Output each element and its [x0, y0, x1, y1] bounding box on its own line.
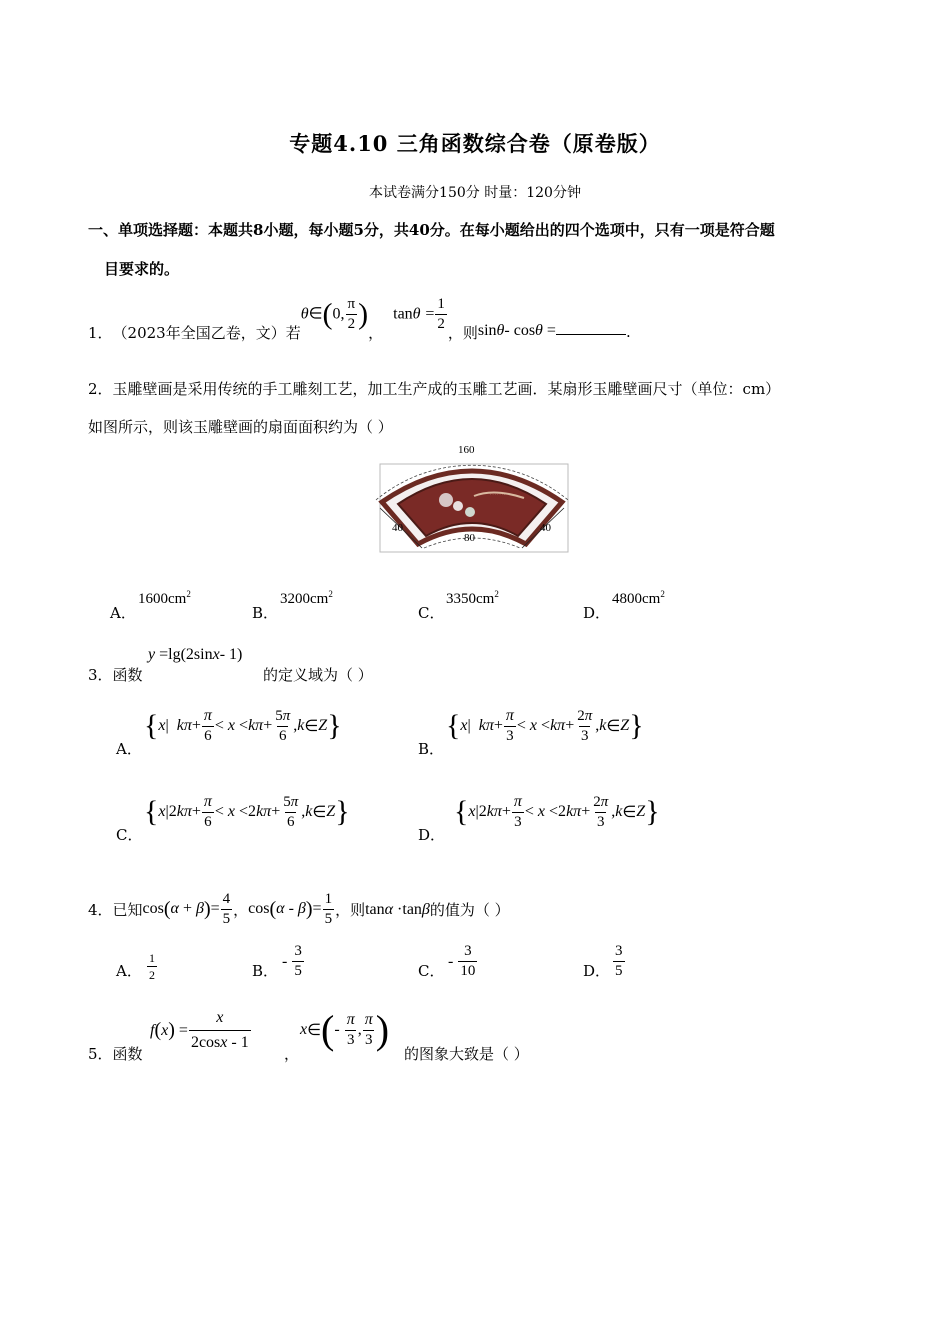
q2-option-b-value: $3200cm^2$	[280, 589, 333, 607]
section-heading-line1: 一、单项选择题：本题共8小题，每小题5分，共40分。在每小题给出的四个选项中，只有一项是符合题	[88, 221, 775, 239]
q3-function: y =lg(2sinx- 1)	[148, 646, 243, 663]
question-1	[88, 292, 631, 344]
q5-comma: ，	[284, 1045, 300, 1063]
q3-option-b-label: B．	[418, 740, 445, 758]
q3-option-d-label: D．	[418, 826, 446, 844]
q2-option-c-label: C．	[418, 604, 445, 622]
q3-suffix: 的定义域为（ ）	[263, 666, 373, 684]
q2-option-d-label: D．	[583, 604, 611, 622]
q5-function: f ( x ) = $\frac{x}{2\cos x - 1}$	[150, 1009, 249, 1051]
page-title: 专题4.10 三角函数综合卷（原卷版）	[289, 131, 661, 156]
q1-expr: sinθ- cosθ =	[478, 320, 626, 340]
svg-text:· · · · · · ·: · · · · · · ·	[490, 492, 506, 497]
q2-option-b-label: B．	[252, 604, 279, 622]
q2-option-d-value: $4800cm^2$	[612, 589, 665, 607]
q2-option-a-label: A．	[110, 604, 136, 622]
q3-option-c-label: C．	[116, 826, 143, 844]
q3-option-a-expr: { x | kπ + $\frac{\pi}{6}$ < x < kπ + $\frac{5\pi}{6}$ , k ∈ Z }	[144, 707, 342, 744]
q3-prefix: 3．函数	[88, 666, 143, 684]
q2-option-c-value: $3350cm^2$	[446, 589, 499, 607]
fig-label-right: 40	[540, 522, 551, 534]
q1-end: .	[625, 323, 631, 341]
q2-line2: 如图所示，则该玉雕壁画的扇面面积约为（ ）	[88, 418, 393, 436]
q4-option-d-value: $\frac{3}{5}$	[615, 943, 623, 979]
q3-option-c-expr: { x |2 kπ + $\frac{\pi}{6}$ < x <2 kπ + $\frac{5\pi}{6}$ , k ∈ Z }	[144, 793, 350, 830]
q3-option-a-label: A．	[116, 740, 142, 758]
question-4	[88, 884, 510, 934]
q3-option-b-expr: { x | kπ + $\frac{\pi}{3}$ < x < kπ + $\frac{2\pi}{3}$ , k ∈ Z }	[446, 707, 644, 744]
q1-then: ，则	[447, 323, 478, 342]
q4-cos-sum: cos ( α + β ) = $\frac{4}{5}$	[142, 890, 231, 927]
q4-option-a-value: $\frac{1}{2}$	[149, 951, 155, 982]
fig-label-top: 160	[458, 444, 475, 456]
q2-line1: 2．玉雕壁画是采用传统的手工雕刻工艺，加工生产成的玉雕工艺画．某扇形玉雕壁画尺寸（单位：cm）	[88, 380, 781, 398]
page-subtitle: 本试卷满分150分 时量：120分钟	[369, 185, 581, 201]
q4-option-d-label: D．	[583, 962, 611, 980]
q4-suffix: 的值为（ ）	[429, 900, 510, 919]
q1-number: 1．	[88, 323, 113, 342]
q5-domain: x ∈ ( - $\frac{\pi}{3}$ , $\frac{\pi}{3}$ )	[300, 1007, 390, 1052]
section-heading-line2: 目要求的。	[104, 260, 180, 278]
q4-option-c-value: - $\frac{3}{10}$	[448, 943, 476, 979]
fan-painting-figure	[374, 444, 570, 554]
fig-label-left: 40	[392, 522, 403, 534]
q4-option-c-label: C．	[418, 962, 445, 980]
q4-prefix: 4．已知	[88, 900, 143, 919]
q4-option-b-value: - $\frac{3}{5}$	[282, 943, 302, 979]
q4-option-a-label: A．	[116, 962, 142, 980]
q4-tan-product: tanα ·tanβ	[365, 900, 430, 918]
q4-cos-diff: cos ( α - β ) = $\frac{1}{5}$	[248, 890, 333, 927]
q4-comma: ，	[233, 900, 249, 919]
q3-option-d-expr: { x |2 kπ + $\frac{\pi}{3}$ < x <2 kπ + $\frac{2\pi}{3}$ , k ∈ Z }	[454, 793, 660, 830]
q1-theta-domain: θ∈(0, $\frac{\pi}{2}$ )	[300, 295, 369, 332]
q4-option-b-label: B．	[252, 962, 279, 980]
q5-suffix: 的图象大致是（ ）	[404, 1045, 529, 1063]
fig-label-bottom: 80	[464, 532, 475, 544]
q5-prefix: 5．函数	[88, 1045, 143, 1063]
q4-then: ，则	[335, 900, 366, 919]
q2-option-a-value: $1600cm^2$	[138, 589, 191, 607]
q1-comma: ，	[368, 323, 384, 342]
q1-tan: tanθ = $\frac{1}{2}$	[393, 295, 445, 332]
q1-text: （2023年全国乙卷，文）若	[112, 323, 301, 342]
